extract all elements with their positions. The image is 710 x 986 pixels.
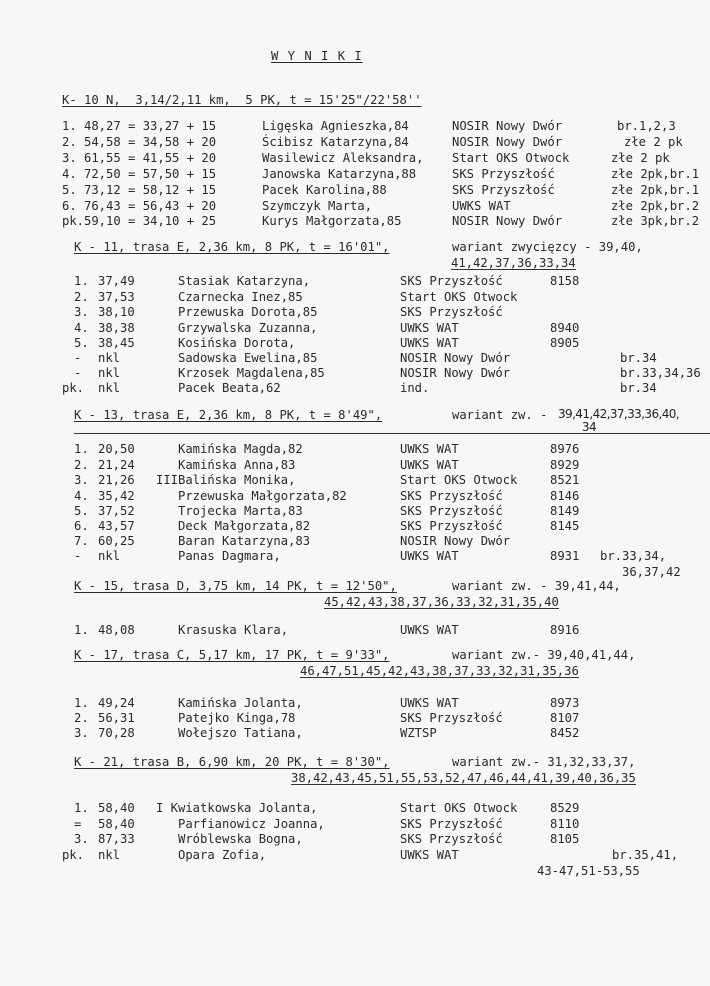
competitor-name: Ścibisz Katarzyna,84 bbox=[262, 135, 409, 149]
section-k21-variant: wariant zw.- 31,32,33,37, bbox=[452, 755, 636, 769]
license-number: 8973 bbox=[550, 696, 580, 710]
section-k10-header: K- 10 N, 3,14/2,11 km, 5 PK, t = 15'25"/22'58'' bbox=[62, 93, 422, 107]
result-position: 6. bbox=[74, 519, 89, 533]
result-time: nkl bbox=[98, 848, 121, 862]
result-position: 1. bbox=[74, 696, 89, 710]
club-name: NOSIR Nowy Dwór bbox=[400, 534, 511, 548]
result-position: 2. bbox=[74, 711, 89, 725]
competitor-name: Kamińska Anna,83 bbox=[178, 458, 296, 472]
result-position: 2. bbox=[74, 458, 89, 472]
result-time: nkl bbox=[98, 351, 121, 365]
license-number: 8146 bbox=[550, 489, 580, 503]
competitor-name: Janowska Katarzyna,88 bbox=[262, 167, 417, 181]
result-position: 4. bbox=[62, 167, 77, 181]
result-time: 61,55 = 41,55 + 20 bbox=[84, 151, 217, 165]
competitor-name: Parfianowicz Joanna, bbox=[178, 817, 325, 831]
result-time: 76,43 = 56,43 + 20 bbox=[84, 199, 217, 213]
competitor-name: Wołejszo Tatiana, bbox=[178, 726, 303, 740]
result-position: 1. bbox=[74, 442, 89, 456]
result-position: - bbox=[74, 549, 82, 563]
competitor-name: Kosińska Dorota, bbox=[178, 336, 296, 350]
result-note-cont: 43-47,51-53,55 bbox=[537, 864, 640, 878]
section-k17-variant: wariant zw.- 39,40,41,44, bbox=[452, 648, 636, 662]
result-note: br.1,2,3 bbox=[617, 119, 676, 133]
competitor-name: Pacek Beata,62 bbox=[178, 381, 281, 395]
competitor-name: Grzywalska Zuzanna, bbox=[178, 321, 318, 335]
result-time: nkl bbox=[98, 549, 121, 563]
club-name: SKS Przyszłość bbox=[400, 817, 503, 831]
result-note: br.33,34,36 bbox=[620, 366, 701, 380]
result-note: złe 3pk,br.2 bbox=[611, 214, 700, 228]
club-name: Start OKS Otwock bbox=[400, 290, 518, 304]
license-number: 8107 bbox=[550, 711, 580, 725]
club-name: NOSIR Nowy Dwór bbox=[400, 366, 511, 380]
result-time: 43,57 bbox=[98, 519, 135, 533]
license-number: 8158 bbox=[550, 274, 580, 288]
result-time: 38,10 bbox=[98, 305, 135, 319]
result-time: 58,40 bbox=[98, 817, 135, 831]
result-position: 6. bbox=[62, 199, 77, 213]
competitor-name: Wróblewska Bogna, bbox=[178, 832, 303, 846]
license-number: 8529 bbox=[550, 801, 580, 815]
section-k17-header: K - 17, trasa C, 5,17 km, 17 PK, t = 9'33", bbox=[74, 648, 390, 662]
club-name: UWKS WAT bbox=[400, 336, 459, 350]
section-k13-header: K - 13, trasa E, 2,36 km, 8 PK, t = 8'49", bbox=[74, 408, 383, 422]
club-name: UWKS WAT bbox=[400, 442, 459, 456]
license-number: 8916 bbox=[550, 623, 580, 637]
result-position: 4. bbox=[74, 489, 89, 503]
club-name: Start OKS Otwock bbox=[400, 473, 518, 487]
result-time: 21,24 bbox=[98, 458, 135, 472]
result-time: 54,58 = 34,58 + 20 bbox=[84, 135, 217, 149]
result-position: pk. bbox=[62, 381, 85, 395]
club-name: UWKS WAT bbox=[400, 848, 459, 862]
result-note: br.33,34, bbox=[600, 549, 667, 563]
competitor-name: Przewuska Małgorzata,82 bbox=[178, 489, 347, 503]
handwritten-variant-cont: 34 bbox=[74, 421, 710, 434]
result-note: złe 2 pk bbox=[611, 151, 670, 165]
competitor-name: Czarnecka Inez,85 bbox=[178, 290, 303, 304]
result-note: br.34 bbox=[620, 381, 657, 395]
license-number: 8931 bbox=[550, 549, 580, 563]
result-position: pk. bbox=[62, 848, 85, 862]
license-number: 8940 bbox=[550, 321, 580, 335]
result-time: 21,26 bbox=[98, 473, 135, 487]
result-note: br.34 bbox=[620, 351, 657, 365]
result-time: 48,08 bbox=[98, 623, 135, 637]
result-time: 87,33 bbox=[98, 832, 135, 846]
club-name: SKS Przyszłość bbox=[400, 489, 503, 503]
license-number: 8976 bbox=[550, 442, 580, 456]
competitor-name: Przewuska Dorota,85 bbox=[178, 305, 318, 319]
result-time: 20,50 bbox=[98, 442, 135, 456]
competitor-name: Patejko Kinga,78 bbox=[178, 711, 296, 725]
section-k13-variant: wariant zw. - bbox=[452, 408, 548, 422]
competitor-name: Kamińska Jolanta, bbox=[178, 696, 303, 710]
club-name: SKS Przyszłość bbox=[400, 519, 503, 533]
section-k17-variant-cont: 46,47,51,45,42,43,38,37,33,32,31,35,36 bbox=[300, 664, 579, 678]
section-k11-header: K - 11, trasa E, 2,36 km, 8 PK, t = 16'01", bbox=[74, 240, 390, 254]
license-number: 8452 bbox=[550, 726, 580, 740]
result-position: 2. bbox=[62, 135, 77, 149]
result-position: 5. bbox=[62, 183, 77, 197]
result-time: 59,10 = 34,10 + 25 bbox=[84, 214, 217, 228]
club-name: SKS Przyszłość bbox=[400, 504, 503, 518]
result-time: 70,28 bbox=[98, 726, 135, 740]
handwritten-variant: 39,41,42,37,33,36,40, bbox=[558, 407, 679, 421]
competitor-name: Trojecka Marta,83 bbox=[178, 504, 303, 518]
section-k15-variant: wariant zw. - 39,41,44, bbox=[452, 579, 621, 593]
license-number: 8149 bbox=[550, 504, 580, 518]
result-time: 48,27 = 33,27 + 15 bbox=[84, 119, 217, 133]
result-position: 3. bbox=[74, 832, 89, 846]
result-time: 56,31 bbox=[98, 711, 135, 725]
license-number: 8105 bbox=[550, 832, 580, 846]
page-title: W Y N I K I bbox=[271, 49, 363, 63]
license-number: 8145 bbox=[550, 519, 580, 533]
club-name: NOSIR Nowy Dwór bbox=[400, 351, 511, 365]
result-time: 73,12 = 58,12 + 15 bbox=[84, 183, 217, 197]
license-number: 8110 bbox=[550, 817, 580, 831]
competitor-name: Szymczyk Marta, bbox=[262, 199, 373, 213]
result-time: nkl bbox=[98, 366, 121, 380]
club-name: SKS Przyszłość bbox=[452, 167, 555, 181]
section-k11-variant: wariant zwycięzcy - 39,40, bbox=[452, 240, 643, 254]
result-note-cont: 36,37,42 bbox=[622, 565, 681, 579]
club-name: ind. bbox=[400, 381, 430, 395]
competitor-name: Deck Małgorzata,82 bbox=[178, 519, 311, 533]
club-name: UWKS WAT bbox=[400, 696, 459, 710]
club-name: WZTSP bbox=[400, 726, 437, 740]
club-name: SKS Przyszłość bbox=[400, 305, 503, 319]
competitor-name: Wasilewicz Aleksandra, bbox=[262, 151, 424, 165]
club-name: Start OKS Otwock bbox=[452, 151, 570, 165]
club-name: SKS Przyszłość bbox=[400, 274, 503, 288]
result-position: pk. bbox=[62, 214, 85, 228]
result-position: 3. bbox=[74, 473, 89, 487]
competitor-name: Opara Zofia, bbox=[178, 848, 267, 862]
club-name: UWKS WAT bbox=[400, 623, 459, 637]
result-time: 49,24 bbox=[98, 696, 135, 710]
club-name: SKS Przyszłość bbox=[452, 183, 555, 197]
result-time: 37,52 bbox=[98, 504, 135, 518]
result-position: 3. bbox=[74, 305, 89, 319]
club-name: UWKS WAT bbox=[400, 458, 459, 472]
competitor-name: IIIBalińska Monika, bbox=[156, 473, 296, 487]
competitor-name: Ligęska Agnieszka,84 bbox=[262, 119, 409, 133]
result-position: - bbox=[74, 366, 82, 380]
result-time: nkl bbox=[98, 381, 121, 395]
result-position: 3. bbox=[74, 726, 89, 740]
license-number: 8929 bbox=[550, 458, 580, 472]
result-position: - bbox=[74, 351, 82, 365]
result-time: 37,49 bbox=[98, 274, 135, 288]
result-position: 1. bbox=[74, 801, 89, 815]
competitor-name: Sadowska Ewelina,85 bbox=[178, 351, 318, 365]
result-note: złe 2 pk bbox=[624, 135, 683, 149]
section-k21-header: K - 21, trasa B, 6,90 km, 20 PK, t = 8'30", bbox=[74, 755, 390, 769]
result-time: 38,38 bbox=[98, 321, 135, 335]
result-note: br.35,41, bbox=[612, 848, 679, 862]
club-name: UWKS WAT bbox=[400, 549, 459, 563]
result-position: 1. bbox=[62, 119, 77, 133]
section-k21-variant-cont: 38,42,43,45,51,55,53,52,47,46,44,41,39,40,36,35 bbox=[291, 771, 636, 785]
competitor-name: I Kwiatkowska Jolanta, bbox=[156, 801, 318, 815]
result-note: złe 2pk,br.1 bbox=[611, 183, 700, 197]
club-name: SKS Przyszłość bbox=[400, 832, 503, 846]
competitor-name: Krasuska Klara, bbox=[178, 623, 289, 637]
section-k15-variant-cont: 45,42,43,38,37,36,33,32,31,35,40 bbox=[324, 595, 559, 609]
competitor-name: Panas Dagmara, bbox=[178, 549, 281, 563]
result-time: 37,53 bbox=[98, 290, 135, 304]
result-time: 38,45 bbox=[98, 336, 135, 350]
result-time: 58,40 bbox=[98, 801, 135, 815]
competitor-name: Krzosek Magdalena,85 bbox=[178, 366, 325, 380]
license-number: 8905 bbox=[550, 336, 580, 350]
result-position: 7. bbox=[74, 534, 89, 548]
result-position: 5. bbox=[74, 504, 89, 518]
result-position: 1. bbox=[74, 623, 89, 637]
club-name: NOSIR Nowy Dwór bbox=[452, 135, 563, 149]
club-name: UWKS WAT bbox=[400, 321, 459, 335]
club-name: Start OKS Otwock bbox=[400, 801, 518, 815]
license-number: 8521 bbox=[550, 473, 580, 487]
result-time: 35,42 bbox=[98, 489, 135, 503]
result-position: 2. bbox=[74, 290, 89, 304]
club-name: NOSIR Nowy Dwór bbox=[452, 119, 563, 133]
result-time: 72,50 = 57,50 + 15 bbox=[84, 167, 217, 181]
competitor-name: Pacek Karolina,88 bbox=[262, 183, 387, 197]
result-note: złe 2pk,br.2 bbox=[611, 199, 700, 213]
competitor-name: Kamińska Magda,82 bbox=[178, 442, 303, 456]
result-position: 4. bbox=[74, 321, 89, 335]
result-position: 3. bbox=[62, 151, 77, 165]
result-position: 1. bbox=[74, 274, 89, 288]
result-position: = bbox=[74, 817, 82, 831]
competitor-name: Baran Katarzyna,83 bbox=[178, 534, 311, 548]
section-k15-header: K - 15, trasa D, 3,75 km, 14 PK, t = 12'50", bbox=[74, 579, 397, 593]
club-name: UWKS WAT bbox=[452, 199, 511, 213]
result-note: złe 2pk,br.1 bbox=[611, 167, 700, 181]
result-time: 60,25 bbox=[98, 534, 135, 548]
club-name: SKS Przyszłość bbox=[400, 711, 503, 725]
result-position: 5. bbox=[74, 336, 89, 350]
competitor-name: Stasiak Katarzyna, bbox=[178, 274, 311, 288]
club-name: NOSIR Nowy Dwór bbox=[452, 214, 563, 228]
section-k11-variant-cont: 41,42,37,36,33,34 bbox=[451, 256, 576, 270]
competitor-name: Kurys Małgorzata,85 bbox=[262, 214, 402, 228]
